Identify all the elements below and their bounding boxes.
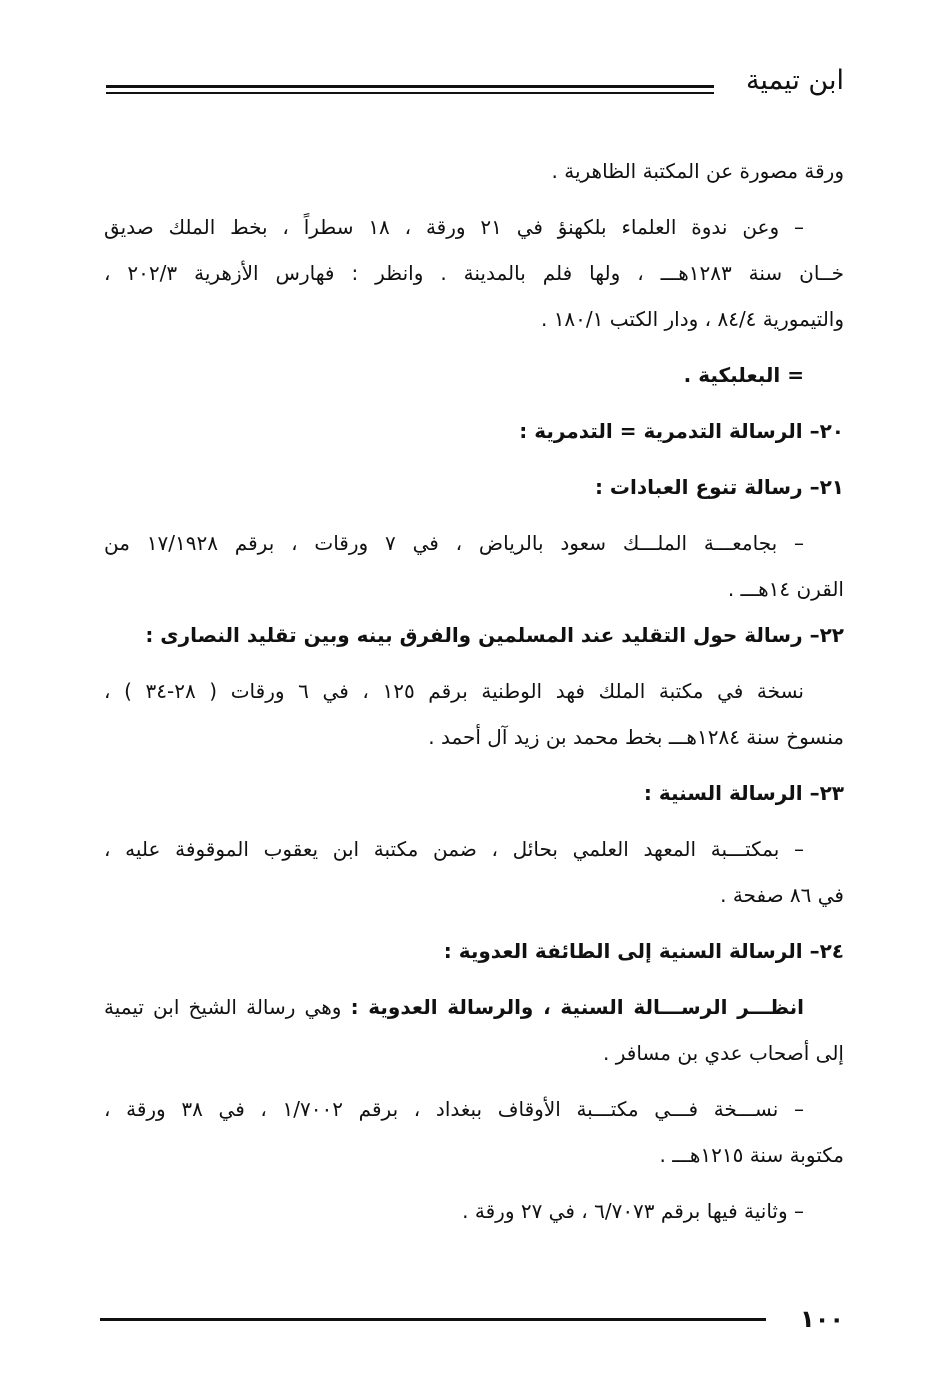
paragraph-continuation bbox=[104, 148, 844, 194]
text-line: = البعلبكية . bbox=[683, 363, 804, 387]
text-line: – وثانية فيها برقم ٦/٧٠٧٣ ، في ٢٧ ورقة . bbox=[462, 1199, 804, 1223]
text-line: والتيمورية ٨٤/٤ ، ودار الكتب ١٨٠/١ . bbox=[540, 307, 844, 331]
text-line: مكتوبة سنة ١٢١٥هـــ . bbox=[659, 1143, 844, 1167]
entry-heading: ٢٤– الرسالة السنية إلى الطائفة العدوية : bbox=[443, 939, 844, 963]
paragraph-hail bbox=[104, 826, 844, 918]
page-body bbox=[104, 148, 844, 1234]
text-line: إلى أصحاب عدي بن مسافر . bbox=[603, 1041, 844, 1065]
text-line: – بجامعـــة الملـــك سعود بالرياض ، في ٧ ورقات ، برقم ١٧/١٩٢٨ من bbox=[104, 531, 804, 555]
page-number: ١٠٠ bbox=[800, 1305, 844, 1333]
page-header bbox=[104, 60, 844, 110]
entry-heading-20 bbox=[104, 408, 844, 454]
paragraph-baghdad bbox=[104, 1086, 844, 1178]
text-line: نسخة في مكتبة الملك فهد الوطنية برقم ١٢٥ ، في ٦ ورقات ( ٢٨-٣٤ ) ، bbox=[104, 679, 804, 703]
entry-heading-23 bbox=[104, 770, 844, 816]
entry-heading: ٢٣– الرسالة السنية : bbox=[643, 781, 844, 805]
paragraph-king-fahd bbox=[104, 668, 844, 760]
paragraph-second-copy bbox=[104, 1188, 844, 1234]
entry-heading-21 bbox=[104, 464, 844, 510]
text-run: وهي رسالة الشيخ ابن تيمية bbox=[104, 995, 351, 1019]
page-footer bbox=[100, 1301, 844, 1341]
entry-heading-24 bbox=[104, 928, 844, 974]
text-line: – وعن ندوة العلماء بلكهنؤ في ٢١ ورقة ، ١٨ سطراً ، بخط الملك صديق bbox=[104, 215, 804, 239]
entry-heading: ٢٠– الرسالة التدمرية = التدمرية : bbox=[519, 419, 844, 443]
header-rule bbox=[106, 85, 714, 94]
footer-rule bbox=[100, 1318, 766, 1321]
text-line: خــان سنة ١٢٨٣هـــ ، ولها فلم بالمدينة . وانظر : فهارس الأزهرية ٢٠٢/٣ ، bbox=[104, 261, 845, 285]
text-line: في ٨٦ صفحة . bbox=[720, 883, 844, 907]
running-title: ابن تيمية bbox=[745, 65, 844, 96]
entry-heading: ٢١– رسالة تنوع العبادات : bbox=[594, 475, 844, 499]
paragraph-king-saud bbox=[104, 520, 844, 612]
text-line bbox=[104, 984, 844, 1030]
text-line: منسوخ سنة ١٢٨٤هـــ بخط محمد بن زيد آل أحمد . bbox=[428, 725, 844, 749]
paragraph-see-also bbox=[104, 352, 844, 398]
text-line: – نســـخة فـــي مكتـــبة الأوقاف ببغداد ، برقم ١/٧٠٠٢ ، في ٣٨ ورقة ، bbox=[104, 1097, 804, 1121]
bold-reference: انظـــر الرســـالة السنية ، والرسالة العدوية : bbox=[350, 995, 804, 1019]
paragraph-see-adawiya bbox=[104, 984, 844, 1076]
text-line: القرن ١٤هـــ . bbox=[727, 577, 844, 601]
entry-heading: ٢٢– رسالة حول التقليد عند المسلمين والفرق بينه وبين تقليد النصارى : bbox=[145, 623, 844, 647]
paragraph-nadwat-ulama bbox=[104, 204, 844, 342]
text-line: ورقة مصورة عن المكتبة الظاهرية . bbox=[551, 159, 844, 183]
text-line: – بمكتـــبة المعهد العلمي بحائل ، ضمن مكتبة ابن يعقوب الموقوفة عليه ، bbox=[104, 837, 804, 861]
entry-heading-22 bbox=[104, 612, 844, 658]
